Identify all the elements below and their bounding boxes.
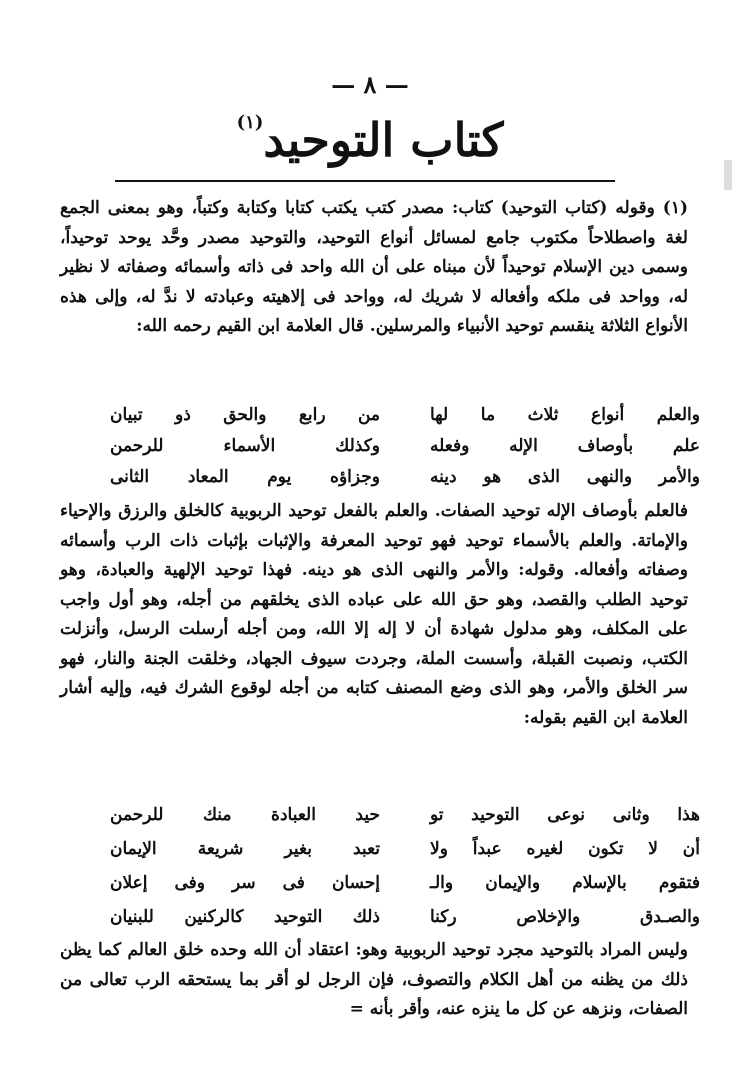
paragraph-explanation (60, 497, 688, 733)
verse-second-hemistich: ذلك التوحيد كالركنين للبنيان (110, 907, 380, 927)
verse-line (110, 798, 700, 832)
verse-second-hemistich: تعبد بغير شريعة الإيمان (110, 839, 380, 859)
verse-line (110, 866, 700, 900)
verse-first-hemistich: أن لا تكون لغيره عبداً ولا (430, 839, 700, 859)
verse-first-hemistich: هذا وثانى نوعى التوحيد تو (430, 805, 700, 825)
footnote-marker: (١) (236, 112, 264, 133)
poem-block-2 (110, 798, 700, 934)
verse-second-hemistich: وكذلك الأسماء للرحمن (110, 436, 380, 456)
chapter-title (0, 112, 740, 167)
poem-block-1 (110, 400, 700, 493)
verse-second-hemistich: وجزاؤه يوم المعاد الثانى (110, 467, 380, 487)
footnote-separator-rule (115, 180, 615, 182)
verse-line (110, 462, 700, 493)
chapter-title-text: كتاب التوحيد (263, 113, 504, 167)
paragraph-text: (١) وقوله (كتاب التوحيد) كتاب: مصدر كتب يكتب كتابا وكتابة وكتباً، وهو بمعنى الجمع لغة واصطلاحاً مكتوب جامع لمسائل أنواع التوحيد، والتوحيد مصدر وحَّد يوحد توحيداً، وسمى دين الإسلام توحيداً لأن مبناه على أن الله واحد فى ذاته وأسمائه وصفاته لا نظير له، وواحد فى ملكه وأفعاله لا شريك له، وواحد فى إلاهيته وعبادته لا ندَّ له، وإلى هذه الأنواع الثلاثة ينقسم توحيد الأنبياء والمرسلين. قال العلامة ابن القيم رحمه الله: (60, 198, 688, 336)
verse-first-hemistich: علم بأوصاف الإله وفعله (430, 436, 700, 456)
paragraph-intro (60, 194, 688, 342)
paragraph-text: فالعلم بأوصاف الإله توحيد الصفات. والعلم بالفعل توحيد الربوبية كالخلق والرزق والإحياء والإماتة. والعلم بالأسماء توحيد فهو توحيد المعرفة والإثبات بإثبات ذات الرب وأسمائه وصفاته وأفعاله. وقوله: والأمر والنهى الذى هو دينه. فهذا توحيد الإلهية والعبادة، وهو توحيد الطلب والقصد، وهو حق الله على عباده الذى يخلقهم من أجله، وهو أول واجب على المكلف، وهو مدلول شهادة أن لا إله إلا الله، ومن أجله أرسلت الرسل، وأنزلت الكتب، ونصبت القبلة، وأسست الملة، وجردت سيوف الجهاد، وخلقت الجنة والنار، فهو سر الخلق والأمر، وهو الذى وضع المصنف كتابه من أجله لوقوع الشرك فيه، وإليه أشار العلامة ابن القيم بقوله: (60, 501, 688, 728)
verse-first-hemistich: والصـدق والإخلاص ركنا (430, 907, 700, 927)
verse-line (110, 400, 700, 431)
page-edge-shadow (724, 160, 732, 190)
verse-line (110, 900, 700, 934)
verse-second-hemistich: إحسان فى سر وفى إعلان (110, 873, 380, 893)
verse-first-hemistich: والأمر والنهى الذى هو دينه (430, 467, 700, 487)
paragraph-continuation (60, 936, 688, 1025)
page-number: — ٨ — (331, 70, 409, 99)
verse-line (110, 431, 700, 462)
verse-first-hemistich: فتقوم بالإسلام والإيمان والـ (430, 873, 700, 893)
verse-second-hemistich: حيد العبادة منك للرحمن (110, 805, 380, 825)
verse-second-hemistich: من رابع والحق ذو تبيان (110, 405, 380, 425)
verse-line (110, 832, 700, 866)
paragraph-text: وليس المراد بالتوحيد مجرد توحيد الربوبية وهو: اعتقاد أن الله وحده خلق العالم كما يظن ذلك من يظنه من أهل الكلام والتصوف، فإن الرجل لو أقر بما يستحقه الرب تعالى من الصفات، ونزهه عن كل ما ينزه عنه، وأقر بأنه = (60, 940, 688, 1019)
verse-first-hemistich: والعلم أنواع ثلاث ما لها (430, 405, 700, 425)
